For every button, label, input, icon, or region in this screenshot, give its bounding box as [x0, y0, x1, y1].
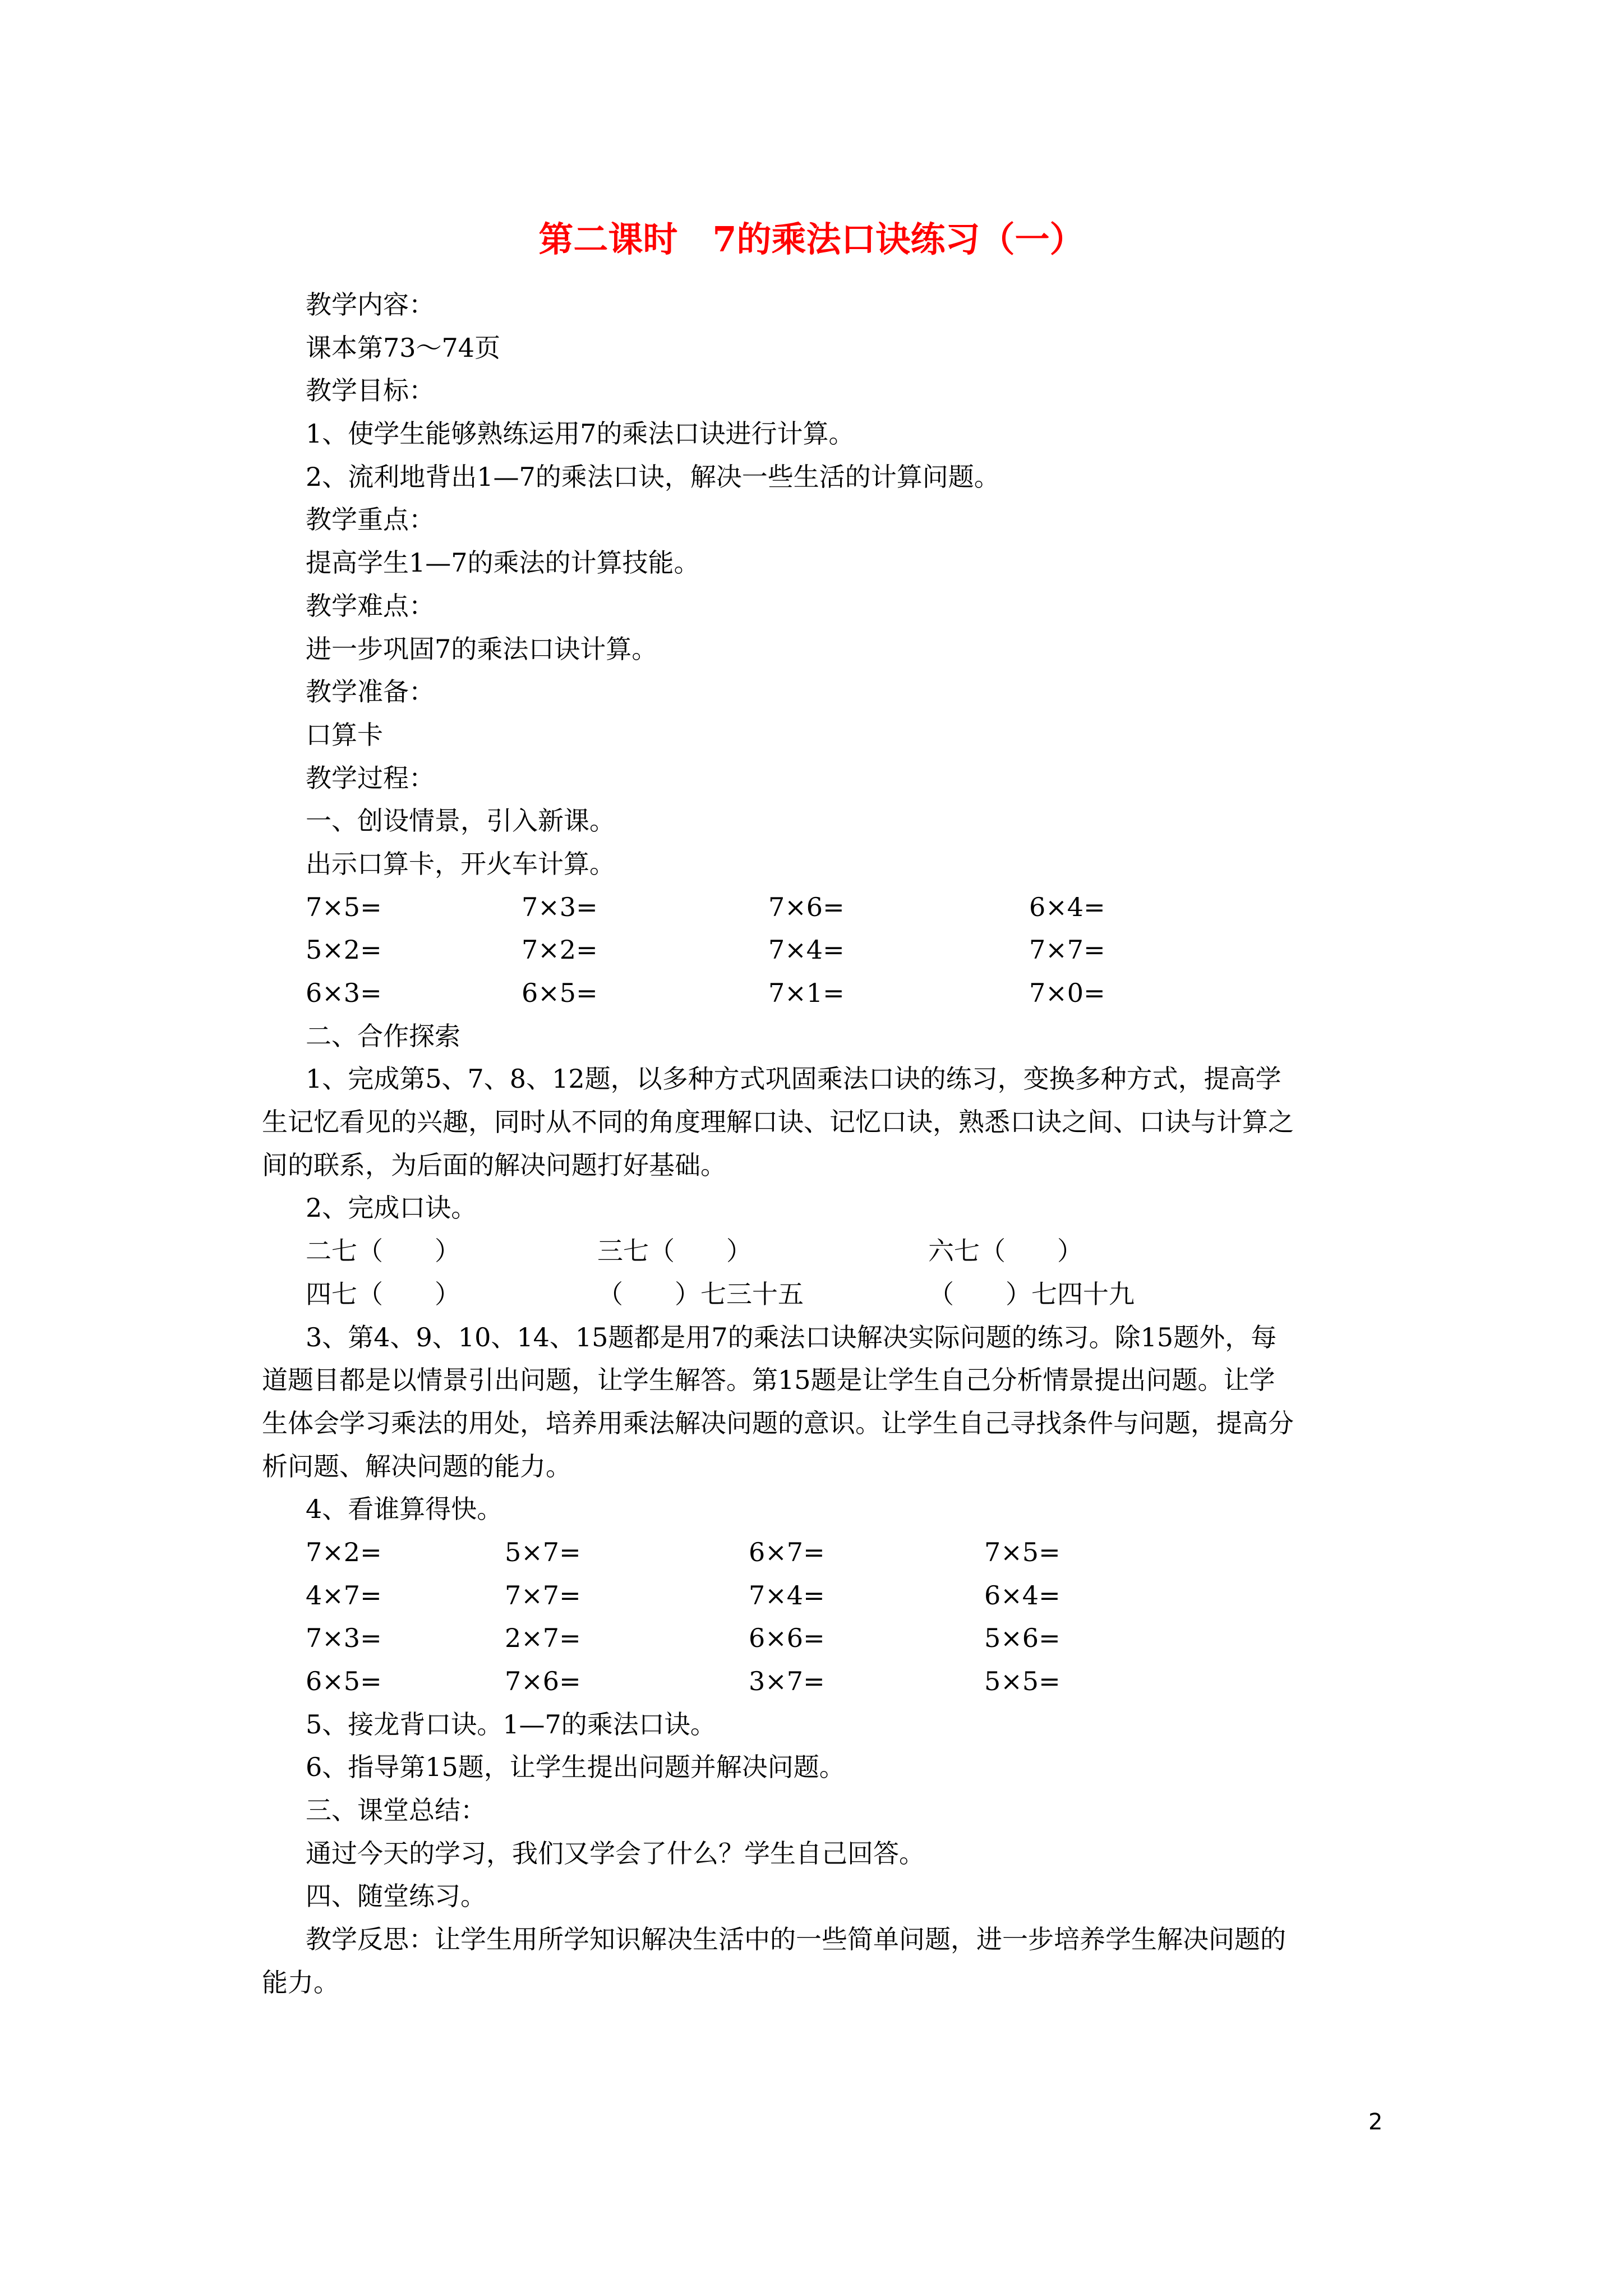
text-line: 通过今天的学习，我们又学会了什么？学生自己回答。	[306, 1838, 925, 1869]
koujue-cell: （ ）七四十九	[928, 1278, 1135, 1309]
calc-cell: 6×4=	[984, 1580, 1061, 1611]
koujue-cell: 六七（ ）	[928, 1236, 1083, 1267]
calc-cell: 7×6=	[768, 891, 845, 922]
koujue-cell: （ ）七三十五	[597, 1278, 804, 1309]
calc-cell: 7×2=	[306, 1536, 382, 1567]
text-line: 2、流利地背出1—7的乘法口诀，解决一些生活的计算问题。	[306, 461, 1000, 492]
text-line: 提高学生1—7的乘法的计算技能。	[306, 547, 700, 578]
calc-row	[306, 928, 1399, 972]
calc-cell: 7×7=	[505, 1580, 581, 1611]
page-number: 2	[1368, 2109, 1383, 2135]
text-line: 课本第73～74页	[306, 332, 501, 363]
oral-calc-grid	[306, 886, 1399, 1015]
document-body	[262, 283, 1399, 2004]
calc-row	[306, 972, 1399, 1015]
text-line: 道题目都是以情景引出问题，让学生解答。第15题是让学生自己分析情景提出问题。让学	[262, 1365, 1275, 1396]
text-line: 教学准备：	[306, 677, 435, 707]
calc-cell: 6×6=	[749, 1623, 825, 1654]
calc-cell: 7×4=	[749, 1580, 825, 1611]
text-line: 生记忆看见的兴趣，同时从不同的角度理解口诀、记忆口诀，熟悉口诀之间、口诀与计算之	[262, 1107, 1294, 1138]
section-heading: 四、随堂练习。	[306, 1881, 486, 1912]
section-heading: 二、合作探索	[306, 1020, 460, 1051]
calc-cell: 7×3=	[306, 1623, 382, 1654]
calc-row	[306, 886, 1399, 929]
koujue-row	[306, 1230, 1399, 1273]
calc-cell: 5×5=	[984, 1666, 1061, 1696]
calc-cell: 4×7=	[306, 1580, 382, 1611]
text-line: 3、第4、9、10、14、15题都是用7的乘法口诀解决实际问题的练习。除15题外，每	[306, 1322, 1277, 1352]
calc-cell: 7×7=	[1029, 935, 1105, 965]
calc-cell: 7×0=	[1029, 978, 1105, 1008]
text-line: 4、看谁算得快。	[306, 1494, 503, 1525]
text-line: 进一步巩固7的乘法口诀计算。	[306, 633, 658, 664]
text-line: 口算卡	[306, 719, 383, 750]
calc-cell: 5×7=	[505, 1536, 581, 1567]
calc-cell: 7×3=	[522, 891, 598, 922]
text-line: 2、完成口诀。	[306, 1193, 477, 1223]
text-line: 间的联系，为后面的解决问题打好基础。	[262, 1149, 726, 1180]
text-line: 一、创设情景，引入新课。	[306, 806, 615, 836]
calc-cell: 7×5=	[984, 1536, 1061, 1567]
koujue-cell: 四七（ ）	[306, 1278, 460, 1309]
text-line: 出示口算卡，开火车计算。	[306, 848, 615, 879]
calc-cell: 7×4=	[768, 935, 845, 965]
calc-cell: 7×5=	[306, 891, 382, 922]
koujue-cell: 三七（ ）	[597, 1236, 752, 1267]
text-line: 教学过程：	[306, 762, 435, 793]
text-line: 生体会学习乘法的用处，培养用乘法解决问题的意识。让学生自己寻找条件与问题，提高分	[262, 1407, 1294, 1438]
calc-cell: 6×5=	[522, 978, 598, 1008]
text-line: 析问题、解决问题的能力。	[262, 1451, 571, 1481]
calc-cell: 5×2=	[306, 935, 382, 965]
calc-cell: 7×6=	[505, 1666, 581, 1696]
page-title: 第二课时 7的乘法口诀练习（一）	[538, 219, 1085, 260]
reflection-line: 能力。	[262, 1967, 339, 1998]
text-line: 教学目标：	[306, 375, 435, 406]
calc-cell: 5×6=	[984, 1623, 1061, 1654]
speed-calc-grid	[306, 1531, 1399, 1703]
text-line: 6、指导第15题，让学生提出问题并解决问题。	[306, 1752, 845, 1783]
text-line: 教学难点：	[306, 590, 435, 621]
calc-cell: 2×7=	[505, 1623, 581, 1654]
text-line: 教学内容：	[306, 289, 435, 320]
reflection-line: 教学反思：让学生用所学知识解决生活中的一些简单问题，进一步培养学生解决问题的	[306, 1924, 1286, 1955]
calc-cell: 6×4=	[1029, 891, 1105, 922]
calc-cell: 6×7=	[749, 1536, 825, 1567]
calc-row	[306, 1531, 1399, 1574]
calc-row	[306, 1660, 1399, 1703]
text-line: 教学重点：	[306, 504, 435, 535]
text-line: 5、接龙背口诀。1—7的乘法口诀。	[306, 1709, 716, 1740]
calc-row	[306, 1574, 1399, 1617]
koujue-row	[306, 1273, 1399, 1316]
text-line: 1、使学生能够熟练运用7的乘法口诀进行计算。	[306, 418, 855, 449]
koujue-cell: 二七（ ）	[306, 1236, 460, 1267]
calc-cell: 6×5=	[306, 1666, 382, 1696]
text-line: 1、完成第5、7、8、12题，以多种方式巩固乘法口诀的练习，变换多种方式，提高学	[306, 1064, 1281, 1094]
calc-cell: 6×3=	[306, 978, 382, 1008]
calc-row	[306, 1617, 1399, 1660]
calc-cell: 3×7=	[749, 1666, 825, 1696]
calc-cell: 7×1=	[768, 978, 845, 1008]
calc-cell: 7×2=	[522, 935, 598, 965]
section-heading: 三、课堂总结：	[306, 1795, 486, 1826]
